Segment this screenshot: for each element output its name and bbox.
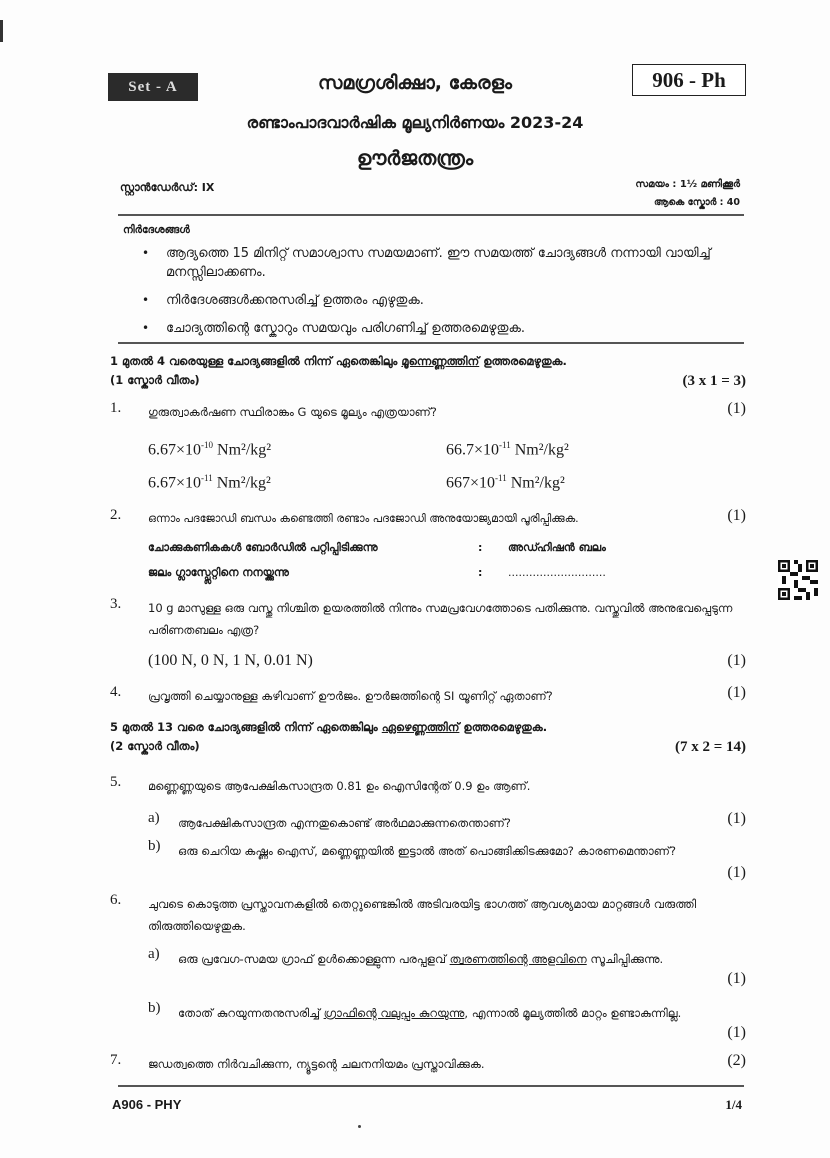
instruction-item: • നിർദേശങ്ങൾക്കനുസരിച്ച് ഉത്തരം എഴുതുക. <box>140 291 740 310</box>
q2-answer-blank: ............................ <box>508 566 606 579</box>
instructions-list <box>140 244 740 347</box>
question-7: 7. ജഡത്വത്തെ നിർവചിക്കുന്ന, ന്യൂട്ടന്റെ ചലനനിയമം പ്രസ്താവിക്കുക. (2) <box>110 1052 746 1071</box>
q1-option-d: $667\times 10^{-11}$ Nm²/kg² <box>446 473 565 492</box>
question-4: 4. പ്രവൃത്തി ചെയ്യാനുള്ള കഴിവാണ് ഊർജം. ഊർജത്തിന്റെ SI യൂണിറ്റ് ഏതാണ്? (1) <box>110 684 746 703</box>
paper-code-box: 906 - Ph <box>632 64 746 96</box>
divider <box>118 342 744 344</box>
time-label: സമയം : 1½ മണിക്കൂർ <box>635 179 740 190</box>
question-6: 6. ചുവടെ കൊടുത്ത പ്രസ്താവനകളിൽ തെറ്റുണ്ടെങ്കിൽ അടിവരയിട്ട ഭാഗത്ത് ആവശ്യമായ മാറ്റങ്ങൾ വരുത്തി തിരുത്തിയെഴുതുക. <box>110 892 697 933</box>
total-score-label: ആകെ സ്കോർ : 40 <box>654 197 740 208</box>
qr-code-icon <box>778 560 818 600</box>
q1-option-a: $6.67\times 10^{-10}$ Nm²/kg² <box>148 440 272 459</box>
q6-sub-b: b) തോത് കുറയുന്നതനുസരിച്ച് ഗ്രാഫിന്റെ വലുപ്പം കുറയുന്നു, എന്നാൽ മൂല്യത്തിൽ മാറ്റം ഉണ്ടാകുന്നില്ല. (1) <box>148 1000 746 1041</box>
q2-pair-1-sep: : <box>478 541 483 554</box>
subject-title: ഊർജതന്ത്രം <box>356 146 474 170</box>
divider <box>118 214 744 216</box>
question-2: 2. ഒന്നാം പദജോഡി ബന്ധം കണ്ടെത്തി രണ്ടാം പദജോഡി അനുയോജ്യമായി പൂരിപ്പിക്കുക. (1) <box>110 507 746 525</box>
standard-label: സ്റ്റാൻഡേർഡ്: IX <box>120 181 215 194</box>
footer-code: A906 - PHY <box>112 1097 182 1112</box>
q5-sub-a: a) ആപേക്ഷികസാന്ദ്രത എന്നതുകൊണ്ട് അർഥമാക്കുന്നതെന്താണ്? (1) <box>148 810 746 830</box>
q1-option-b: $66.7\times 10^{-11}$ Nm²/kg² <box>446 440 569 459</box>
q6-sub-a: a) ഒരു പ്രവേഗ-സമയ ഗ്രാഫ് ഉൾക്കൊള്ളുന്ന പരപ്പളവ് ത്വരണത്തിന്റെ അളവിനെ സൂചിപ്പിക്കുന്നു. (1) <box>148 946 746 987</box>
underlined-phrase: ത്വരണത്തിന്റെ അളവിനെ <box>449 952 587 966</box>
question-1: 1. ഗുരുത്വാകർഷണ സ്ഥിരാങ്കം G യുടെ മൂല്യം എത്രയാണ്? (1) <box>110 400 746 419</box>
organization-title: സമഗ്രശിക്ഷാ, കേരളം <box>317 72 513 94</box>
exam-title: രണ്ടാംപാദവാർഷിക മൂല്യനിർണയം 2023-24 <box>246 113 584 132</box>
section-total: (3 x 1 = 3) <box>682 373 746 389</box>
q2-pair-2-sep: : <box>478 566 483 579</box>
page-number: 1/4 <box>725 1097 742 1112</box>
question-3: 3. 10 g മാസുള്ള ഒരു വസ്തു നിശ്ചിത ഉയരത്തിൽ നിന്നും സമപ്രവേഗത്തോടെ പതിക്കുന്നു. വസ്തുവിൽ അനുഭവപ്പെടുന്ന പരിണതബലം എത്ര? <box>110 596 733 637</box>
underlined-phrase: ഗ്രാഫിന്റെ വലുപ്പം കുറയുന്നു <box>323 1006 465 1020</box>
underlined-count: മൂന്നെണ്ണത്തിന് <box>401 354 480 368</box>
q5-sub-b: b) ഒരു ചെറിയ കഷ്ണം ഐസ്, മണ്ണെണ്ണയിൽ ഇട്ടാൽ അത് പൊങ്ങിക്കിടക്കുമോ? കാരണമെന്താണ്? (1) <box>148 838 746 881</box>
section-total: (7 x 2 = 14) <box>674 739 746 755</box>
q3-mark: (1) <box>727 652 746 669</box>
q2-pair-1-left: ചോക്കുകണികകൾ ബോർഡിൽ പറ്റിപ്പിടിക്കുന്നു <box>148 541 378 554</box>
instruction-item: • ചോദ്യത്തിന്റെ സ്കോറും സമയവും പരിഗണിച്ച് ഉത്തരമെഴുതുക. <box>140 319 740 338</box>
q1-option-c: $6.67\times 10^{-11}$ Nm²/kg² <box>148 473 271 492</box>
section1-instruction: 1 മുതൽ 4 വരെയുള്ള ചോദ്യങ്ങളിൽ നിന്ന് ഏതെങ്കിലും മൂന്നെണ്ണത്തിന് ഉത്തരമെഴുതുക. (1 സ്കോർ വീതം) (3 x 1 = 3) <box>110 354 746 389</box>
score-each: (1 സ്കോർ വീതം) <box>110 373 200 387</box>
section2-instruction: 5 മുതൽ 13 വരെ ചോദ്യങ്ങളിൽ നിന്ന് ഏതെങ്കിലും ഏഴെണ്ണത്തിന് ഉത്തരമെഴുതുക. (2 സ്കോർ വീതം) (7 x 2 = 14) <box>110 720 746 755</box>
underlined-count: ഏഴെണ്ണത്തിന് <box>381 720 460 734</box>
score-each: (2 സ്കോർ വീതം) <box>110 739 200 753</box>
question-5: 5. മണ്ണെണ്ണയുടെ ആപേക്ഷികസാന്ദ്രത 0.81 ഉം ഐസിന്റേത് 0.9 ഉം ആണ്. <box>110 774 531 793</box>
q2-pair-1-right: അഡ്ഹിഷൻ ബലം <box>508 541 606 554</box>
scan-dot <box>358 1125 361 1128</box>
instructions-heading: നിർദേശങ്ങൾ <box>123 224 190 236</box>
q3-options: (100 N, 0 N, 1 N, 0.01 N) <box>148 652 313 669</box>
instruction-item: • ആദ്യത്തെ 15 മിനിറ്റ് സമാശ്വാസ സമയമാണ്. ഈ സമയത്ത് ചോദ്യങ്ങൾ നന്നായി വായിച്ച് മനസ്സിലാക്കണം. <box>140 244 740 282</box>
q2-pair-2-left: ജലം ഗ്ലാസ്പ്ലേറ്റിനെ നനയ്ക്കുന്നു <box>148 566 289 579</box>
set-badge: Set - A <box>108 73 198 101</box>
scan-edge-mark <box>0 20 3 42</box>
footer-divider <box>118 1085 744 1087</box>
